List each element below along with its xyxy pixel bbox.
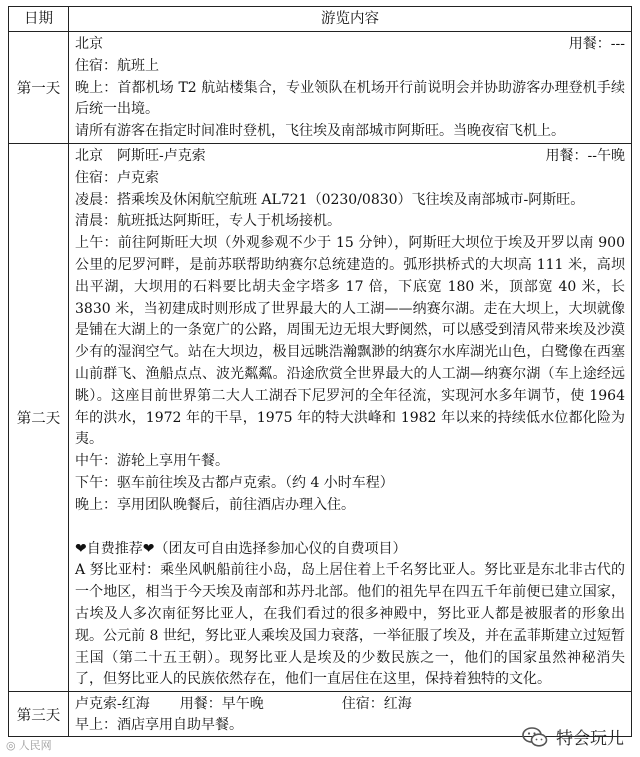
day2-afternoon: 下午：驱车前往埃及古都卢克索。（约 4 小时车程） <box>75 474 394 491</box>
optional-title: ❤自费推荐❤（团友可自由选择参加心仪的自费项目） <box>75 540 407 557</box>
itinerary-table <box>8 6 632 737</box>
day2-content <box>69 143 632 691</box>
wechat-icon <box>522 727 548 747</box>
day2-evening: 晚上：享用团队晚餐后，前往酒店办理入住。 <box>75 496 355 513</box>
day1-evening: 晚上：首都机场 T2 航站楼集合，专业领队在机场开行前说明会并协助游客办理登机手续后统一出境。 <box>75 79 625 118</box>
header-content: 游览内容 <box>69 7 632 32</box>
header-row <box>9 7 632 32</box>
watermark-left-text: 人民网 <box>18 739 52 752</box>
day1-content <box>69 32 632 144</box>
day3-label: 第三天 <box>9 692 69 737</box>
day1-label: 第一天 <box>9 32 69 144</box>
day2-row <box>9 143 632 691</box>
spacer <box>75 517 625 539</box>
watermark-logo-icon: ◎ <box>6 738 16 752</box>
day2-label: 第二天 <box>9 143 69 691</box>
day3-city: 卢克索-红海 <box>75 696 150 713</box>
optional-item-a: A 努比亚村：乘坐风帆船前往小岛，岛上居住着上千名努比亚人。努比亚是东北非古代的一个地区，相当于今天埃及南部和苏丹北部。他们的祖先早在四五千年前便已建立国家，古埃及人多次南征努比亚人，在我们看过的很多神殿中，努比亚人都是被服者的形象出现。公元前 8 世纪，努比亚人乘埃及国力衰落，一举征服了埃及，并在孟菲斯建立过短暂王国（第二十五王朝）。现努比亚人是埃及的少数民族之一，他们的国家虽然神秘消失了，但努比亚人的民族依然存在，他们一直居住在这里，保持着独特的文化。 <box>75 562 625 688</box>
day2-meals: 用餐：--午晚 <box>545 147 625 164</box>
watermark-left <box>6 737 52 753</box>
day1-city: 北京 <box>75 36 103 52</box>
day2-dawn: 清晨：航班抵达阿斯旺，专人于机场接机。 <box>75 213 341 230</box>
day1-row <box>9 32 632 144</box>
header-date: 日期 <box>9 7 69 32</box>
day2-morning: 上午：前往阿斯旺大坝（外观参观不少于 15 分钟），阿斯旺大坝位于埃及开罗以南 900 公里的尼罗河畔，是前苏联帮助纳赛尔总统建造的。弧形拱桥式的大坝高 111 米，高坝出平湖，大坝用的石料要比胡夫金字塔多 17 倍，下底宽 180 米，顶部宽 40 米，长 3830 米，当初建成时则形成了世界最大的人工湖——纳赛尔湖。走在大坝上，大坝就像是铺在大湖上的一条宽广的公路，周围无边无垠大野阒然，可以感受到清风带来埃及沙漠少有的湿润空气。站在大坝边，极目远眺浩瀚飘渺的纳赛尔水库湖光山色，白鹭像在西塞山前群飞、渔船点点、波光粼粼。沿途欣赏全世界最大的人工湖—纳赛尔湖（车上途经远眺）。这座目前世界第二大人工湖吞下尼罗河的全年径流，实现河水多年调节，使 1964 年的洪水，1972 年的干旱，1975 年的特大洪峰和 1982 年以来的持续低水位都化险为夷。 <box>75 235 625 448</box>
day1-notice: 请所有游客在指定时间准时登机，飞往埃及南部城市阿斯旺。当晚夜宿飞机上。 <box>75 123 565 140</box>
day2-noon: 中午：游轮上享用午餐。 <box>75 453 229 470</box>
day2-lodging: 住宿：卢克索 <box>75 169 159 186</box>
day3-breakfast: 早上：酒店享用自助早餐。 <box>75 717 243 734</box>
watermark-right <box>522 724 624 749</box>
day3-lodging: 住宿：红海 <box>341 696 412 713</box>
watermark-right-text: 特会玩儿 <box>556 729 624 749</box>
day2-city: 北京 阿斯旺-卢克索 <box>75 147 206 164</box>
day1-meals: 用餐：--- <box>568 36 625 52</box>
day2-early: 凌晨：搭乘埃及休闲航空航班 AL721（0230/0830）飞往埃及南部城市-阿斯旺。 <box>75 191 585 208</box>
day3-meals: 用餐：早午晚 <box>179 696 264 713</box>
day1-lodging: 住宿：航班上 <box>75 57 159 74</box>
